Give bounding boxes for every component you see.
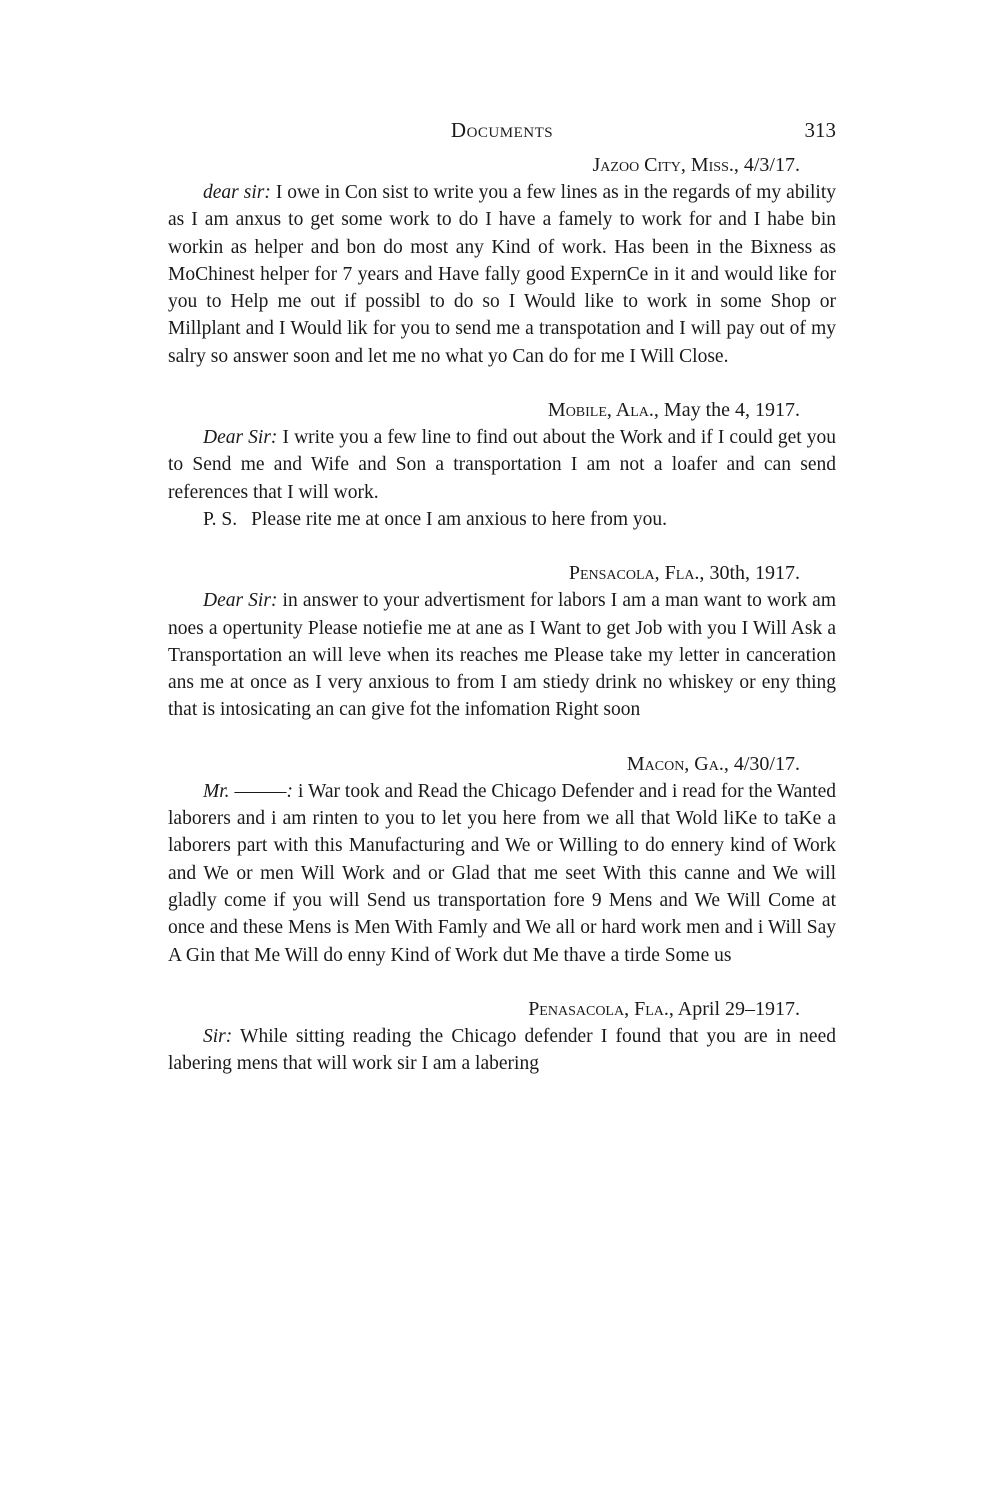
letter-salutation: Dear Sir: [203,590,278,612]
letter-body [168,424,836,506]
letter-salutation: Dear Sir: [203,427,278,449]
letter-dateline [168,397,836,424]
letter-text: i War took and Read the Chicago Defender and i read for the Wanted laborers and i am rinten to you to let you here from we all that Wold liKe to taKe a laborers part with this Manufacturing and We or Willing to do ennery kind of Work and We or men Will Work and or Glad that me seet With this canne and We will gladly come if you will Send us transportation fore 9 Mens and We Will Come at once and these Mens is Men With Famly and We all or hard work men and i Will Say A Gin that Me Will do enny Kind of Work dut Me thave a tirde Some us [168,780,836,966]
letter-text: While sitting reading the Chicago defender I found that you are in need labering mens that will work sir I am a labering [168,1025,836,1075]
page-header [168,118,836,152]
letter-date: April 29–1917. [677,997,800,1020]
document-page [168,118,836,1077]
letter-place: Jazoo City, Miss., [592,154,739,176]
letter-postscript [168,506,836,533]
letter-dateline [168,560,836,587]
page-number: 313 [804,118,836,142]
letter-text: I owe in Con sist to write you a few lines as in the regards of my ability as I am anxus to get some work to do I have a famely to work for and I habe bin workin as helper and bon do most any Kind of work. Has been in the Bixness as MoChinest helper for 7 years and Have fally good ExpernCe in it and would like for you to Help me out if possibl to do so I Would like to work in some Shop or Millplant and I Would lik for you to send me a transpotation and I will pay out of my salry so answer soon and let me no what yo Can do for me I Will Close. [168,182,836,367]
letter-place: Pensacola, Fla., [568,562,705,585]
letter-date: 4/30/17. [733,752,800,775]
letter-macon [168,751,836,969]
letter-salutation: Mr. ———: [203,780,294,802]
letter-dateline [168,996,836,1023]
letter-penasacola [168,996,836,1078]
letter-body [168,587,836,723]
letter-jazoo-city [168,152,836,370]
letter-date: 30th, 1917. [709,562,800,585]
postscript-label: P. S. [203,508,238,530]
letter-text: in answer to your advertisment for labors I am a man want to work am noes a opertunity Please notiefie me at ane as I Want to get Job with you I Will Ask a Transportation an will leve when its reaches me Please take my letter in canceration ans me at once as I very anxious to from I am stiedy drink no whiskey or eny thing that is intosicating an can give fot the infomation Right soon [168,590,836,721]
letter-body [168,179,836,370]
running-head: Documents [450,118,554,142]
letter-mobile [168,397,836,533]
letter-date: 4/3/17. [743,154,800,176]
letter-dateline [168,751,836,778]
postscript-text: Please rite me at once I am anxious to here from you. [251,508,668,530]
letter-salutation: Sir: [203,1025,233,1047]
letter-date: May the 4, 1917. [663,399,800,422]
letter-body [168,1023,836,1078]
letter-place: Macon, Ga., [626,752,729,775]
letter-pensacola [168,560,836,723]
letter-place: Mobile, Ala., [547,399,659,422]
letter-salutation: dear sir: [203,182,271,203]
letter-body [168,778,836,969]
letter-place: Penasacola, Fla., [528,997,674,1020]
letter-text: I write you a few line to find out about the Work and if I could get you to Send me and Wife and Son a transportation I am not a loafer and can send references that I will work. [168,427,837,503]
letter-dateline [168,152,836,179]
